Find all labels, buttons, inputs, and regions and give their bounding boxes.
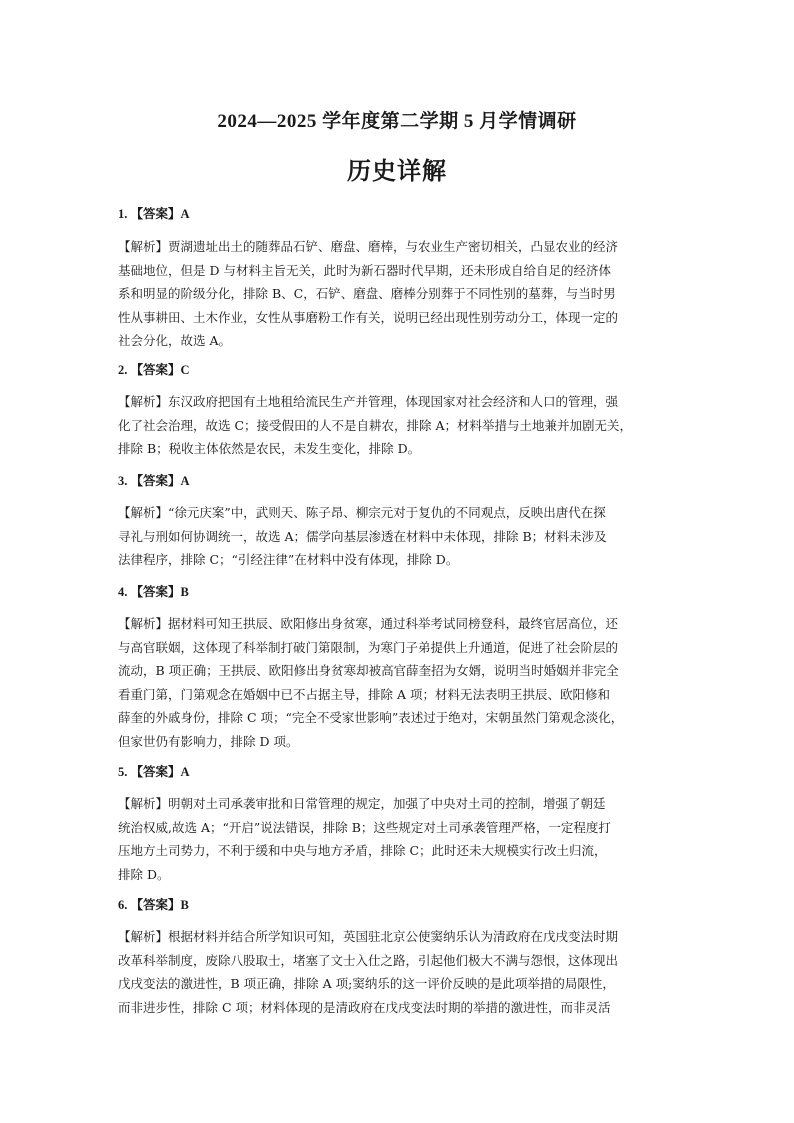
explanation-line: 压地方土司势力，不利于缓和中央与地方矛盾，排除 C；此时还未大规模实行改土归流，	[118, 843, 607, 858]
explanation-line: 【解析】明朝对土司承袭审批和日常管理的规定，加强了中央对土司的控制，增强了朝廷	[118, 796, 606, 811]
explanation-line: 排除 B；税收主体依然是农民，未发生变化，排除 D。	[118, 441, 421, 456]
answer-3: 3. 【答案】A	[118, 474, 190, 488]
explanation-line: 【解析】东汉政府把国有土地租给流民生产并管理，体现国家对社会经济和人口的管理，强	[118, 394, 619, 409]
explanation-line: 【解析】贾湖遗址出土的随葬品石铲、磨盘、磨棒，与农业生产密切相关，凸显农业的经济	[118, 239, 619, 254]
explanation-line: 【解析】根据材料并结合所学知识可知，英国驻北京公使窦纳乐认为清政府在戊戌变法时期	[118, 929, 619, 944]
explanation-line: 【解析】“徐元庆案”中，武则天、陈子昂、柳宗元对于复仇的不同观点，反映出唐代在探	[118, 505, 606, 520]
explanation-1	[118, 235, 688, 353]
explanation-2	[118, 390, 688, 461]
explanation-line: 法律程序，排除 C；“引经注律”在材料中没有体现，排除 D。	[118, 552, 459, 567]
explanation-line: 性从事耕田、土木作业，女性从事磨粉工作有关，说明已经出现性别劳动分工，体现一定的	[118, 309, 619, 325]
explanation-line: 而非进步性，排除 C 项；材料体现的是清政府在戊戌变法时期的举措的激进性，而非灵活	[118, 999, 611, 1015]
document-title: 2024—2025 学年度第二学期 5 月学情调研	[217, 111, 577, 132]
explanation-line: 系和明显的阶级分化，排除 B、C，石铲、磨盘、磨棒分别葬于不同性别的墓葬，与当时男	[118, 286, 616, 301]
explanation-line: 看重门第，门第观念在婚姻中已不占据主导，排除 A 项；材料无法表明王拱辰、欧阳修和	[118, 686, 610, 702]
explanation-line: 寻礼与刑如何协调统一，故选 A；儒学向基层渗透在材料中未体现，排除 B；材料未涉及	[118, 528, 607, 544]
explanation-line: 改革科举制度，废除八股取士，堵塞了文士入仕之路，引起他们极大不满与怨恨，这体现出	[118, 952, 619, 968]
explanation-line: 基础地位，但是 D 与材料主旨无关，此时为新石器时代早期，还未形成自给自足的经济体	[118, 262, 611, 278]
explanation-line: 统治权威,故选 A；“开启”说法错误，排除 B；这些规定对土司承袭管理严格，一定程度打	[118, 819, 611, 835]
answer-5: 5. 【答案】A	[118, 765, 190, 779]
explanation-line: 社会分化，故选 A。	[118, 333, 232, 348]
answer-4: 4. 【答案】B	[118, 585, 189, 599]
explanation-3	[118, 501, 688, 572]
answer-6: 6. 【答案】B	[118, 898, 189, 912]
explanation-6	[118, 925, 688, 1019]
explanation-line: 流动，B 项正确；王拱辰、欧阳修出身贫寒却被高官薛奎招为女婿，说明当时婚姻并非完全	[118, 663, 619, 678]
answer-1: 1. 【答案】A	[118, 207, 190, 221]
explanation-5	[118, 792, 688, 886]
explanation-line: 化了社会治理，故选 C；接受假田的人不是自耕农，排除 A；材料举措与土地兼并加剧无关，	[118, 417, 633, 433]
document-subtitle: 历史详解	[347, 157, 447, 185]
answer-2: 2. 【答案】C	[118, 363, 190, 377]
explanation-line: 与高官联姻，这体现了科举制打破门第限制，为寒门子弟提供上升通道，促进了社会阶层的	[118, 639, 619, 655]
explanation-line: 【解析】据材料可知王拱辰、欧阳修出身贫寒，通过科举考试同榜登科，最终官居高位，还	[118, 616, 619, 631]
explanation-line: 排除 D。	[118, 866, 170, 882]
explanation-line: 但家世仍有影响力，排除 D 项。	[118, 733, 299, 749]
explanation-line: 戊戌变法的激进性，B 项正确，排除 A 项;窦纳乐的这一评价反映的是此项举措的局限性，	[118, 976, 615, 991]
explanation-line: 薛奎的外戚身份，排除 C 项；“完全不受家世影响”表述过于绝对，宋朝虽然门第观念淡化，	[118, 710, 624, 725]
explanation-4	[118, 612, 688, 753]
